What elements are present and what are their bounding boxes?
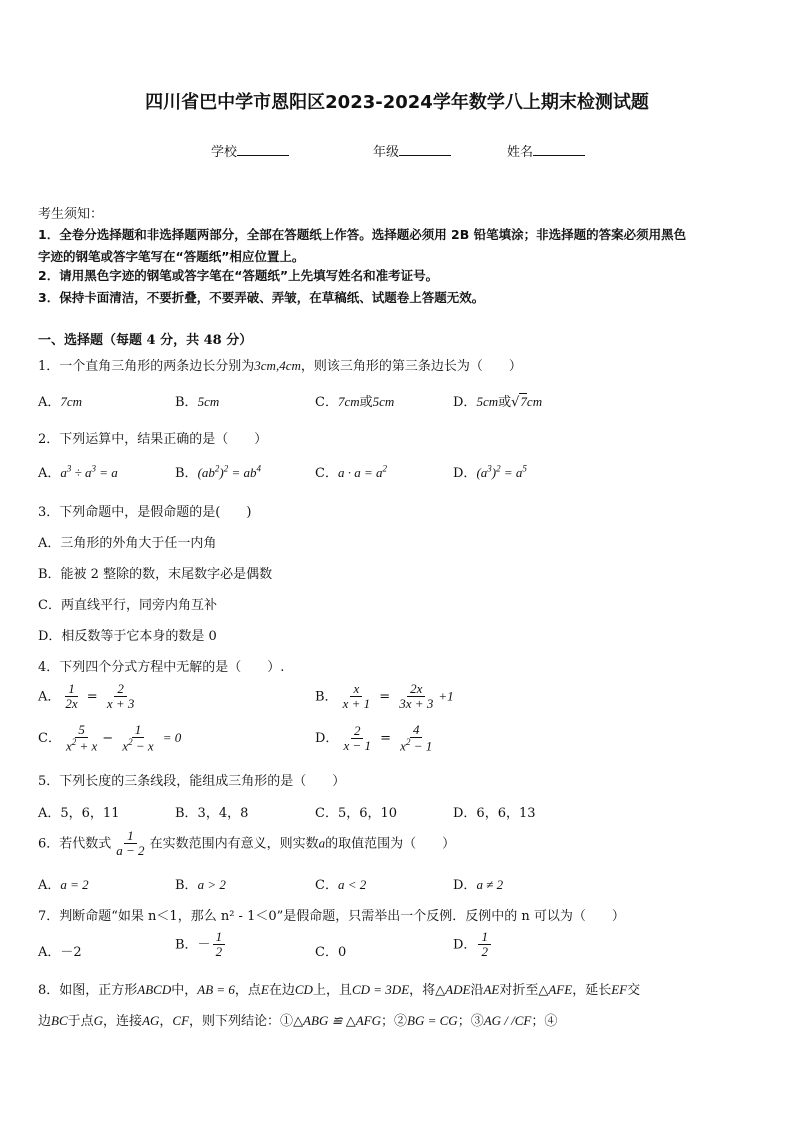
- q1-d-value-1: 5cm: [476, 394, 499, 409]
- q7-option-c: C．0: [315, 945, 347, 960]
- page-title: 四川省巴中学市恩阳区2023-2024学年数学八上期末检测试题: [145, 92, 649, 113]
- q1-option-a: [38, 391, 82, 410]
- q8-math: AG / /CF: [483, 1013, 532, 1028]
- notice-line-2: 2．请用黑色字迹的钢笔或答字笔在“答题纸”上先填写姓名和准考证号。: [38, 268, 439, 283]
- q8-math: ABCD: [137, 982, 172, 997]
- q4-c-label: C．: [38, 730, 61, 746]
- name-field: [507, 141, 585, 160]
- q8-text: 边: [38, 1014, 52, 1029]
- q3-option-a: A．三角形的外角大于任一内角: [38, 536, 217, 551]
- notice-label: 考生须知：: [38, 207, 104, 222]
- grade-label: 年级: [373, 145, 400, 160]
- q6-stem-text-2: 在实数范围内有意义，则实数: [149, 836, 319, 852]
- q1-option-b: [175, 391, 219, 410]
- q8-math: △ABG ≌ △AFG: [293, 1013, 381, 1028]
- q8-text: 于点: [67, 1014, 94, 1029]
- q8-text: 交: [627, 983, 641, 998]
- q6-option-d: D．a ≠ 2: [453, 877, 504, 893]
- q8-math: AE: [483, 982, 500, 997]
- school-label: 学校: [211, 145, 238, 160]
- q1-stem: [38, 355, 522, 374]
- q1-c-or: 或: [359, 395, 373, 410]
- q1-d-or: 或: [498, 395, 512, 410]
- q2-a-label: A．: [38, 466, 61, 481]
- q8-text: 8．如图，正方形: [38, 983, 138, 998]
- q5-option-a: A．5，6，11: [38, 806, 120, 821]
- q1-stem-text-2: ，则该三角形的第三条边长为（ ）: [300, 359, 522, 374]
- q8-text: ，延长: [572, 983, 612, 998]
- q8-math: EF: [611, 982, 628, 997]
- q4-option-d: D． $\frac{2}{x - 1}$ = $\frac{4}{x^2 - 1}$: [315, 722, 433, 754]
- q8-text: 在边: [268, 983, 295, 998]
- q6-option-a: A．a = 2: [38, 877, 89, 893]
- q6-d-label: D．: [453, 878, 477, 893]
- q6-stem: 6．若代数式 $\frac{1}{a - 2}$ 在实数范围内有意义，则实数a的取值范围为（ ）: [38, 828, 456, 859]
- q1-b-label: B．: [175, 395, 198, 410]
- q5-stem: 5．下列长度的三条线段，能组成三角形的是（ ）: [38, 774, 346, 789]
- q6-a-label: A．: [38, 878, 61, 893]
- q7-option-d: D． $\frac{1}{2}$: [453, 930, 493, 960]
- q2-option-d: D．$(a^3)^2 = a^5$: [453, 463, 527, 481]
- q2-option-c: C．$a \cdot a = a^2$: [315, 463, 387, 481]
- q3-option-c: C．两直线平行，同旁内角互补: [38, 598, 217, 613]
- notice-line-3: 3．保持卡面清洁，不要折叠，不要弄破、弄皱，在草稿纸、试题卷上答题无效。: [38, 290, 485, 305]
- q4-a-label: A．: [38, 689, 61, 705]
- q2-option-b: B．$(ab^2)^2 = ab^4$: [175, 463, 262, 481]
- q2-option-a: A．$a^3 \div a^3 = a$: [38, 463, 118, 481]
- q3-stem: 3．下列命题中，是假命题的是( ): [38, 505, 252, 520]
- q8-text: ，连接: [103, 1014, 143, 1029]
- q8-math: E: [260, 982, 269, 997]
- q1-option-d: [453, 391, 542, 410]
- q6-stem-text: 6．若代数式: [38, 836, 112, 852]
- q1-c-label: C．: [315, 395, 338, 410]
- sqrt-sign: √: [511, 395, 520, 410]
- q8-text: ，将: [409, 983, 436, 998]
- section-title: 一、选择题（每题 4 分，共 48 分）: [38, 333, 253, 348]
- q1-d-label: D．: [453, 395, 477, 410]
- name-label: 姓名: [507, 145, 534, 160]
- q8-text: ；②: [381, 1014, 408, 1029]
- q8-math: BC: [51, 1013, 68, 1028]
- q8-math: AG: [142, 1013, 160, 1028]
- q8-text: 沿: [470, 983, 484, 998]
- q1-a-value: 7cm: [60, 394, 83, 409]
- q1-c-value-1: 7cm: [337, 394, 360, 409]
- q6-stem-var: a: [318, 835, 326, 851]
- school-blank: [237, 143, 289, 156]
- q7-option-b: B．－ $\frac{1}{2}$: [175, 930, 227, 960]
- q8-math: CD = 3DE: [351, 982, 410, 997]
- q4-stem: 4．下列四个分式方程中无解的是（ ）.: [38, 660, 285, 675]
- q8-text: ；③: [457, 1014, 484, 1029]
- q1-b-value: 5cm: [197, 394, 220, 409]
- q8-text: ，点: [234, 983, 261, 998]
- q5-option-b: B．3，4，8: [175, 806, 249, 821]
- q6-b-label: B．: [175, 878, 198, 893]
- q6-option-c: C．a < 2: [315, 877, 367, 893]
- q8-text: 对折至: [499, 983, 539, 998]
- q1-d-unit: cm: [526, 394, 543, 409]
- q5-option-d: D．6，6，13: [453, 806, 536, 821]
- q8-math: CF: [172, 1013, 190, 1028]
- q6-c-label: C．: [315, 878, 338, 893]
- q8-math: BG = CG: [407, 1013, 458, 1028]
- q8-math: △ADE: [435, 982, 471, 997]
- q7-stem: 7．判断命题“如果 n＜1，那么 n² - 1＜0”是假命题，只需举出一个反例．反例中的 n 可以为（ ）: [38, 909, 625, 924]
- q5-option-c: C．5，6，10: [315, 806, 398, 821]
- q6-stem-text-3: 的取值范围为（ ）: [325, 836, 456, 852]
- q3-option-d: D．相反数等于它本身的数是 0: [38, 629, 217, 644]
- q1-option-c: [315, 391, 394, 410]
- q1-d-radicand: 7: [520, 394, 527, 409]
- q8-text: 中，: [171, 983, 198, 998]
- q8-math: △AFE: [538, 982, 573, 997]
- q8-text: ，: [159, 1014, 173, 1029]
- q2-stem: 2．下列运算中，结果正确的是（ ）: [38, 432, 268, 447]
- q2-c-label: C．: [315, 466, 338, 481]
- q7-option-a: A．－2: [38, 945, 82, 960]
- q8-line-2: [38, 1010, 557, 1029]
- q1-stem-text: 1．一个直角三角形的两条边长分别为: [38, 359, 255, 374]
- q8-line-1: [38, 979, 640, 998]
- q8-text: 上，且: [312, 983, 352, 998]
- q3-option-b: B．能被 2 整除的数，末尾数字必是偶数: [38, 567, 273, 582]
- q4-b-label: B．: [315, 689, 338, 705]
- q8-math: CD: [294, 982, 313, 997]
- q1-a-label: A．: [38, 395, 61, 410]
- q4-option-c: C． $\frac{5}{x^2 + x}$ − $\frac{1}{x^2 - x}$ = 0: [38, 722, 182, 754]
- q8-text: ，则下列结论：①: [189, 1014, 294, 1029]
- q8-text: ；④: [531, 1014, 558, 1029]
- q7-d-label: D．: [453, 937, 477, 953]
- q8-math: G: [93, 1013, 104, 1028]
- grade-blank: [399, 143, 451, 156]
- q2-b-label: B．: [175, 466, 198, 481]
- q2-d-label: D．: [453, 466, 477, 481]
- q1-c-value-2: 5cm: [372, 394, 395, 409]
- name-blank: [533, 143, 585, 156]
- q1-stem-math: 3cm,4cm: [254, 358, 301, 373]
- q4-d-label: D．: [315, 730, 339, 746]
- grade-field: [373, 141, 451, 160]
- q4-option-b: B． $\frac{x}{x + 1}$ = $\frac{2x}{3x + 3}$ +1: [315, 681, 454, 712]
- q4-option-a: A． $\frac{1}{2x}$ = $\frac{2}{x + 3}$: [38, 681, 135, 712]
- notice-line-1a: 1．全卷分选择题和非选择题两部分，全部在答题纸上作答。选择题必须用 2B 铅笔填涂；非选择题的答案必须用黑色: [38, 227, 687, 242]
- q7-b-label: B．－: [175, 937, 211, 953]
- q6-option-b: B．a > 2: [175, 877, 226, 893]
- school-field: [211, 141, 289, 160]
- q8-math: AB = 6: [197, 982, 235, 997]
- notice-line-1b: 字迹的钢笔或答字笔写在“答题纸”相应位置上。: [38, 249, 305, 264]
